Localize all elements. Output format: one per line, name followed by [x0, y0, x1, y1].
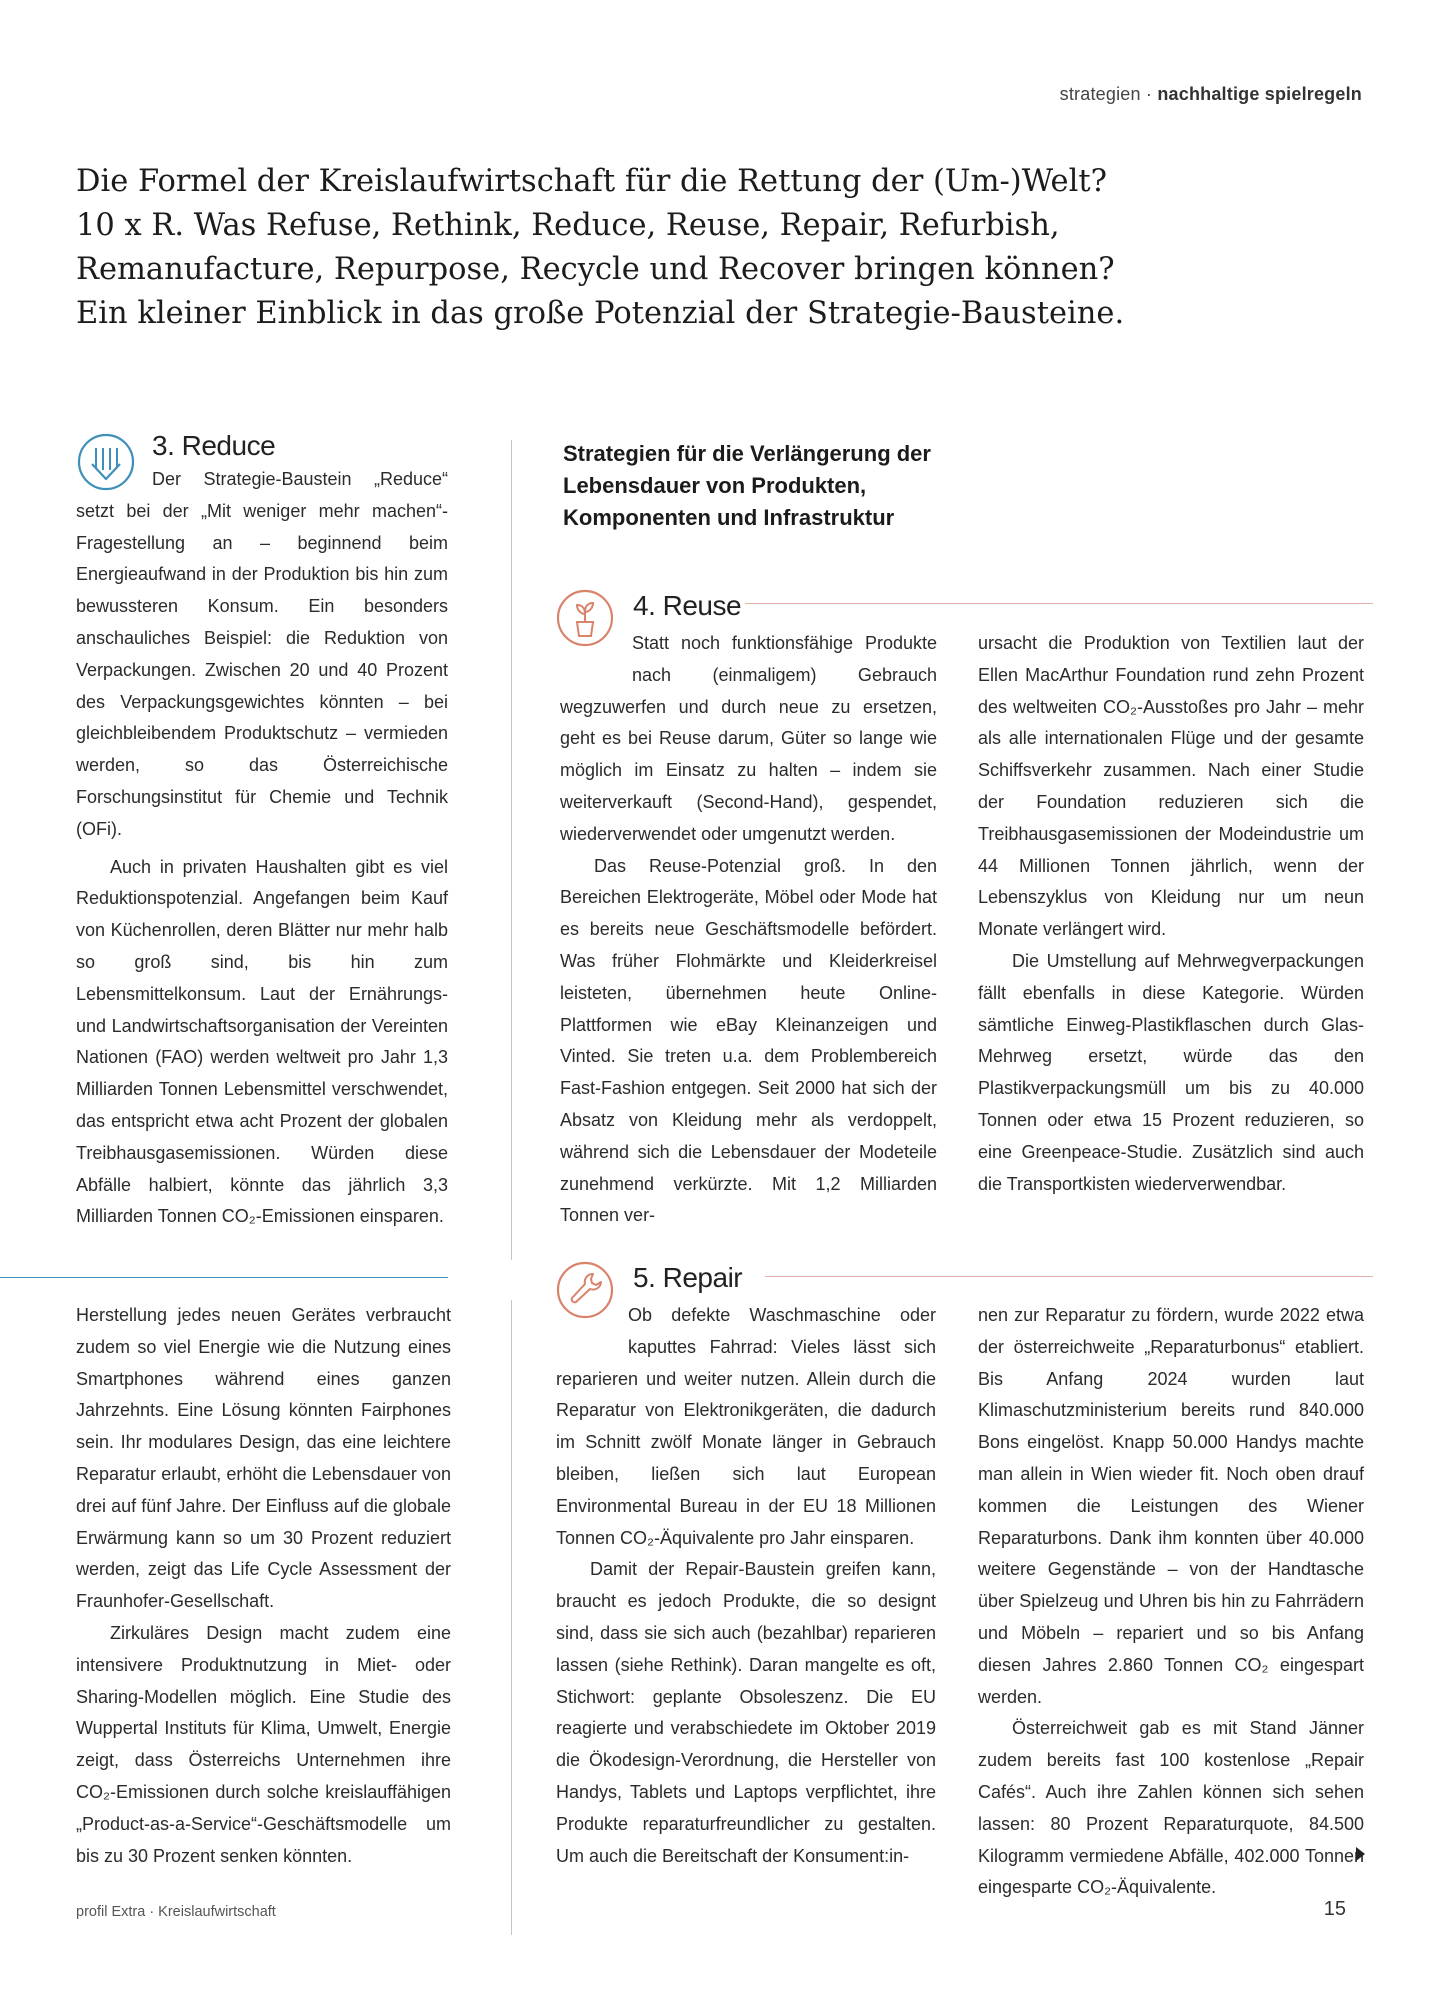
intro-line: Remanufacture, Repurpose, Recycle und Recover bringen können? [76, 252, 1115, 287]
reduce-paragraph: Der Strategie-Baustein „Reduce“ setzt bei der „Mit weniger mehr machen“-Fragestellung an – beginnend beim Energieaufwand in der Produktion bis hin zum bewussteren Konsum. Ein besonders anschauliches Beispiel: die Reduktion von Verpackungen. Zwischen 20 und 40 Prozent des Verpackungsgewichtes könnten – bei gleichbleibendem Produktschutz – vermieden werden, so das Österreichische Forschungsinstitut für Chemie und Technik (OFi). [76, 469, 448, 839]
reduce-paragraph: Auch in privaten Haushalten gibt es viel Reduktionspotenzial. Angefangen beim Kauf von Küchenrollen, deren Blätter nur mehr halb so groß sind, bis hin zum Lebensmittelkonsum. Laut der Ernährungs- und Landwirtschaftsorganisation der Vereinten Nationen (FAO) werden weltweit pro Jahr 1,3 Milliarden Tonnen Lebensmittel verschwendet, das entspricht etwa acht Prozent der globalen Treibhausgasemissionen. Würden diese Abfälle halbiert, könnte das jährlich 3,3 Milliarden Tonnen CO₂-Emissionen einsparen. [76, 856, 448, 1227]
section-title: nachhaltige spielregeln [1157, 84, 1362, 104]
down-arrows-icon [76, 432, 136, 492]
repair-paragraph: Damit der Repair-Baustein greifen kann, braucht es jedoch Produkte, die so designt sind, dass sie sich auch (bezahlbar) reparieren lassen (siehe Rethink). Daran mangelte es oft, Stichwort: geplante Obsoleszenz. Die EU reagierte und verabschiedete im Oktober 2019 die Ökodesign-Verordnung, die Hersteller von Handys, Tablets und Laptops verpflichtet, ihre Produkte reparaturfreundlicher zu gestalten. Um auch die Bereitschaft der Konsument:in- [556, 1559, 936, 1866]
footer-publication: profil Extra · Kreislaufwirtschaft [76, 1904, 276, 1920]
repair-paragraph: nen zur Reparatur zu fördern, wurde 2022 etwa der österreichweite „Reparaturbonus“ etabliert. Bis Anfang 2024 wurden laut Klimaschutzministerium bereits rund 840.000 Bons eingelöst. Knapp 50.000 Handys machte man allein in Wien wieder fit. Noch oben drauf kommen die Leistungen des Wiener Reparaturbons. Dank ihm konnten über 40.000 weitere Gegenstände – von der Handtasche über Spielzeug und Uhren bis hin zu Fahrrädern und Möbeln – repariert und so bis Anfang diesen Jahres 2.860 Tonnen CO₂ eingespart werden. [978, 1305, 1364, 1707]
reduce-cont-paragraph: Zirkuläres Design macht zudem eine intensivere Produktnutzung in Miet- oder Sharing-Modellen möglich. Eine Studie des Wuppertal Instituts für Klima, Umwelt, Energie zeigt, dass Österreichs Unternehmen ihre CO₂-Emissionen durch solche kreislauffähigen „Product-as-a-Service“-Geschäftsmodelle um bis zu 30 Prozent senken könnten. [76, 1622, 451, 1866]
repair-heading-rule [765, 1276, 1373, 1277]
reuse-heading-rule [745, 603, 1373, 604]
repair-column-1 [556, 1300, 936, 1872]
repair-paragraph: Ob defekte Waschmaschine oder kaputtes Fahrrad: Vieles lässt sich reparieren und weiter nutzen. Allein durch die Reparatur von Elektronikgeräten, die dadurch im Schnitt zwölf Monate länger in Gebrauch bleiben, ließen sich laut European Environmental Bureau in der EU 18 Millionen Tonnen CO₂-Äquivalente pro Jahr einsparen. [556, 1305, 936, 1548]
repair-column-2 [978, 1300, 1364, 1904]
lifetime-strategies-title: Strategien für die Verlängerung der Lebensdauer von Produkten, Komponenten und Infrastruktur [563, 441, 931, 530]
repair-paragraph: Österreichweit gab es mit Stand Jänner zudem bereits fast 100 kostenlose „Repair Cafés“. Auch ihre Zahlen können sich sehen lassen: 80 Prozent Reparaturquote, 84.500 Kilogramm vermiedene Abfälle, 402.000 Tonnen eingesparte CO₂-Äquivalente. [978, 1718, 1364, 1898]
reduce-continuation-rule [0, 1277, 448, 1278]
reuse-paragraph: Statt noch funktionsfähige Produkte nach (einmaligem) Gebrauch wegzuwerfen und durch neue zu ersetzen, geht es bei Reuse darum, Güter so lange wie möglich im Einsatz zu halten – indem sie weiterverkauft (Second-Hand), gespendet, wiederverwendet oder umgenutzt werden. [560, 633, 937, 844]
column-divider [511, 440, 512, 1260]
reuse-paragraph: Die Umstellung auf Mehrwegverpackungen fällt ebenfalls in diese Kategorie. Würden sämtliche Einweg-Plastikflaschen durch Glas-Mehrweg ersetzt, würde das den Plastikverpackungsmüll um bis zu 40.000 Tonnen oder etwa 15 Prozent reduzieren, so eine Greenpeace-Studie. Zusätzlich sind auch die Transportkisten wiederverwendbar. [978, 950, 1364, 1194]
reduce-icon-wrap [76, 432, 152, 490]
reduce-continuation [76, 1300, 451, 1872]
header-separator: · [1140, 84, 1158, 104]
reuse-column-2 [978, 628, 1364, 1200]
column-divider [511, 1300, 512, 1935]
page-number: 15 [1323, 1898, 1346, 1920]
reduce-section [76, 432, 448, 1233]
reduce-heading: 3. Reduce [152, 430, 276, 461]
running-header [1060, 84, 1362, 105]
intro-line: Ein kleiner Einblick in das große Potenzial der Strategie-Bausteine. [76, 296, 1125, 331]
reuse-column-1 [560, 628, 937, 1232]
intro-lead [76, 160, 1156, 336]
section-label: strategien [1059, 84, 1141, 104]
intro-line: 10 x R. Was Refuse, Rethink, Reduce, Reuse, Repair, Refurbish, [76, 208, 1060, 243]
continue-arrow-icon [1356, 1847, 1365, 1861]
reduce-cont-paragraph: Herstellung jedes neuen Gerätes verbraucht zudem so viel Energie wie die Nutzung eines Smartphones während eines ganzen Jahrzehnts. Eine Lösung könnten Fairphones sein. Ihr modulares Design, das eine leichtere Reparatur erlaubt, erhöht die Lebensdauer von drei auf fünf Jahre. Der Einfluss auf die globale Erwärmung kann so um 30 Prozent reduziert werden, zeigt das Life Cycle Assessment der Fraunhofer-Gesellschaft. [76, 1305, 451, 1612]
reuse-heading: 4. Reuse [633, 590, 742, 621]
reuse-paragraph: Das Reuse-Potenzial groß. In den Bereichen Elektrogeräte, Möbel oder Mode hat es bereits neue Geschäftsmodelle befördert. Was früher Flohmärkte und Kleiderkreisel leisteten, übernehmen heute Online-Plattformen wie eBay Kleinanzeigen und Vinted. Sie treten u.a. dem Problembereich Fast-Fashion entgegen. Seit 2000 hat sich der Absatz von Kleidung mehr als verdoppelt, während sich die Lebensdauer der Modeteile zunehmend verkürzte. Mit 1,2 Milliarden Tonnen ver- [560, 855, 937, 1226]
reuse-paragraph: ursacht die Produktion von Textilien laut der Ellen MacArthur Foundation rund zehn Prozent des weltweiten CO₂-Ausstoßes pro Jahr – mehr als alle internationalen Flüge und der gesamte Schiffsverkehr zusammen. Nach einer Studie der Foundation reduzieren sich die Treibhausgasemissionen der Modeindustrie um 44 Millionen Tonnen jährlich, wenn der Lebenszyklus von Kleidung nur um neun Monate verlängert wird. [978, 633, 1364, 940]
intro-line: Die Formel der Kreislaufwirtschaft für die Rettung der (Um-)Welt? [76, 164, 1107, 199]
repair-heading: 5. Repair [633, 1262, 743, 1293]
